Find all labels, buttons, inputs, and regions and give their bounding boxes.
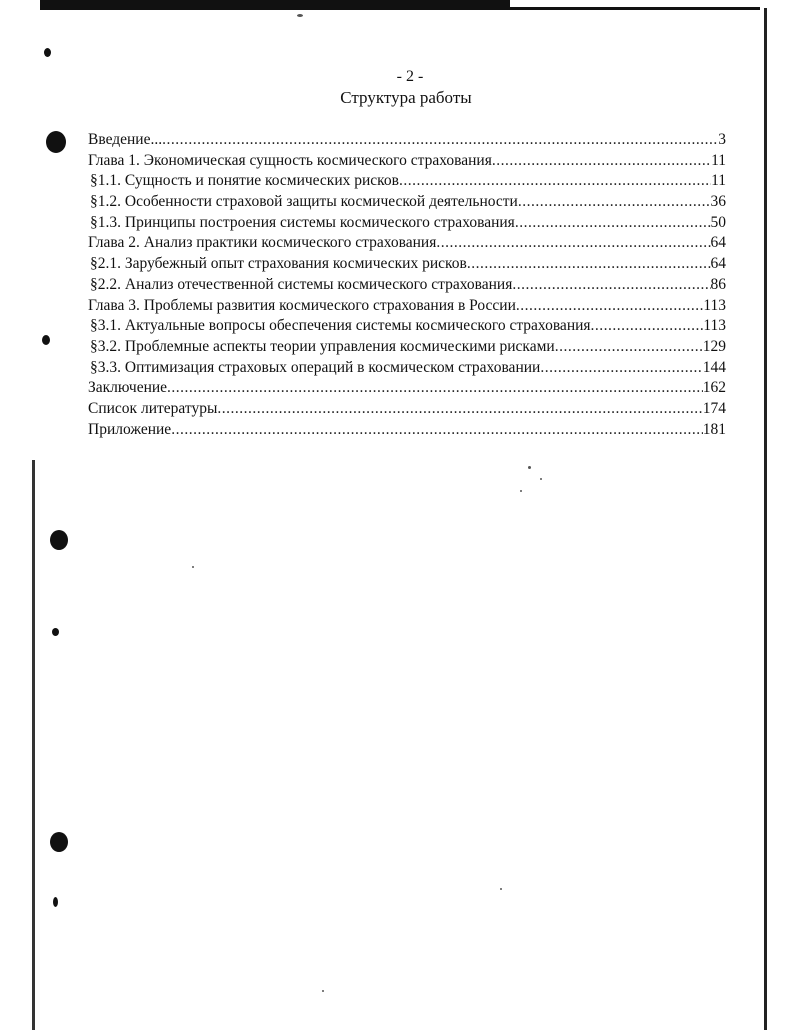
toc-entry-page: 162 [702,379,726,397]
toc-entry-title: Глава 1. Экономическая сущность космического страхования [88,151,492,169]
scan-left-edge [32,460,35,1030]
toc-entry-page: 144 [702,358,726,376]
page-title: Структура работы [340,88,472,107]
toc-entry-page: 11 [711,151,726,169]
toc-leader-dots [171,420,703,441]
toc-leader-dots [518,192,711,213]
toc-entry-page: 113 [703,317,726,335]
toc-leader-dots [167,378,703,399]
toc-entry-section-3-1[interactable] [88,316,726,337]
toc-entry-appendix[interactable] [88,420,726,441]
toc-entry-page: 174 [702,399,726,417]
toc-entry-page: 113 [703,296,726,314]
toc-entry-title: §2.1. Зарубежный опыт страхования космических рисков [90,255,467,273]
toc-entry-title: §1.1. Сущность и понятие космических рисков [90,172,399,190]
toc-entry-conclusion[interactable] [88,378,726,399]
punch-hole-mark [53,897,58,907]
toc-entry-page: 181 [702,420,726,438]
scan-speck [322,990,324,992]
toc-leader-dots [540,358,702,379]
toc-entry-page: 11 [711,172,726,190]
punch-hole-mark [42,335,50,345]
toc-entry-page: 50 [710,213,726,231]
toc-entry-title: §3.3. Оптимизация страховых операций в космическом страховании [90,358,541,376]
toc-entry-title: Глава 3. Проблемы развития космического страхования в России [88,296,516,314]
toc-entry-chapter-1[interactable] [88,151,726,172]
scan-top-edge-gap [510,0,760,7]
toc-entry-page: 3 [718,131,726,148]
punch-hole [46,131,66,153]
toc-entry-section-1-3[interactable] [88,213,726,234]
toc-entry-page: 86 [710,275,726,293]
toc-entry-title: §1.2. Особенности страховой защиты космической деятельности [90,193,518,211]
toc-entry-section-2-1[interactable] [88,254,726,275]
toc-entry-page: 36 [710,193,726,211]
toc-leader-dots [467,254,711,275]
toc-leader-dots [555,337,703,358]
toc-entry-section-3-3[interactable] [88,358,726,379]
scan-speck [297,14,303,17]
toc-leader-dots [399,171,711,192]
toc-entry-introduction[interactable] [88,130,726,151]
toc-leader-dots [436,233,710,254]
toc-leader-dots [591,316,704,337]
toc-entry-title: §3.2. Проблемные аспекты теории управления космическими рисками [90,337,555,355]
scan-right-edge [764,8,767,1030]
scan-speck [540,478,542,480]
toc-entry-title: §2.2. Анализ отечественной системы космического страхования [90,275,513,293]
punch-hole [50,832,68,852]
scan-speck [500,888,502,890]
toc-entry-title: Введение... [88,131,163,148]
toc-entry-title: §1.3. Принципы построения системы космического страхования [90,213,515,231]
toc-entry-page: 64 [710,255,726,273]
scan-speck [528,466,531,469]
punch-hole [50,530,68,550]
toc-entry-bibliography[interactable] [88,399,726,420]
punch-hole-mark [44,48,51,57]
toc-entry-chapter-3[interactable] [88,296,726,317]
table-of-contents [88,130,726,440]
toc-leader-dots [217,399,702,420]
scan-speck [520,490,522,492]
toc-entry-title: Приложение [88,420,172,438]
toc-leader-dots [492,151,711,172]
toc-entry-section-2-2[interactable] [88,275,726,296]
toc-leader-dots [162,130,718,151]
toc-entry-page: 129 [702,337,726,355]
toc-entry-title: Список литературы [88,399,218,417]
toc-entry-section-1-2[interactable] [88,192,726,213]
toc-entry-section-3-2[interactable] [88,337,726,358]
scan-speck [192,566,194,568]
toc-leader-dots [515,213,711,234]
toc-leader-dots [516,296,703,317]
toc-entry-title: Заключение [88,379,168,397]
toc-entry-chapter-2[interactable] [88,233,726,254]
page-number: - 2 - [396,68,424,85]
toc-leader-dots [512,275,710,296]
toc-entry-page: 64 [710,234,726,252]
toc-entry-title: §3.1. Актуальные вопросы обеспечения системы космического страхования [90,317,591,335]
punch-hole-mark [52,628,59,636]
toc-entry-section-1-1[interactable] [88,171,726,192]
toc-entry-title: Глава 2. Анализ практики космического страхования [88,234,437,252]
